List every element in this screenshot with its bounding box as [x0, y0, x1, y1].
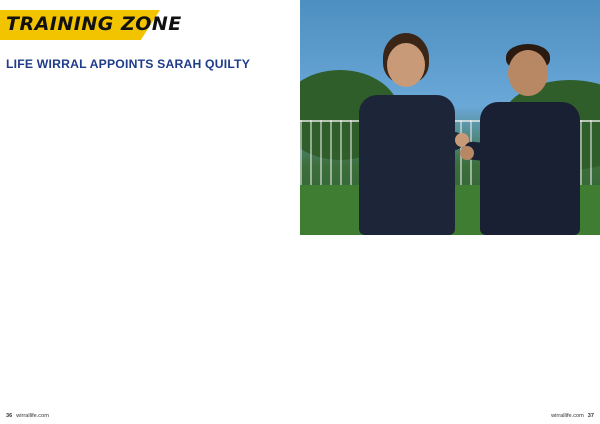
section-banner [0, 0, 300, 50]
footer-right [551, 413, 594, 419]
photo-person-left [345, 25, 465, 235]
page-number-left: 36 [6, 413, 13, 419]
article-column-4 [452, 243, 594, 411]
article-column-3 [306, 243, 448, 411]
article-photo [300, 0, 600, 235]
section-title: TRAINING ZONE [6, 13, 182, 35]
article-headline: LIFE WIRRAL APPOINTS SARAH QUILTY [6, 57, 251, 71]
page-number-right: 37 [587, 413, 594, 419]
photo-person-right [470, 40, 590, 235]
footer-left [6, 413, 49, 419]
site-name-right: wirrallife.com [551, 413, 584, 419]
site-name-left: wirrallife.com [16, 413, 49, 419]
article-column-2 [152, 73, 294, 411]
article-column-1 [6, 73, 148, 411]
